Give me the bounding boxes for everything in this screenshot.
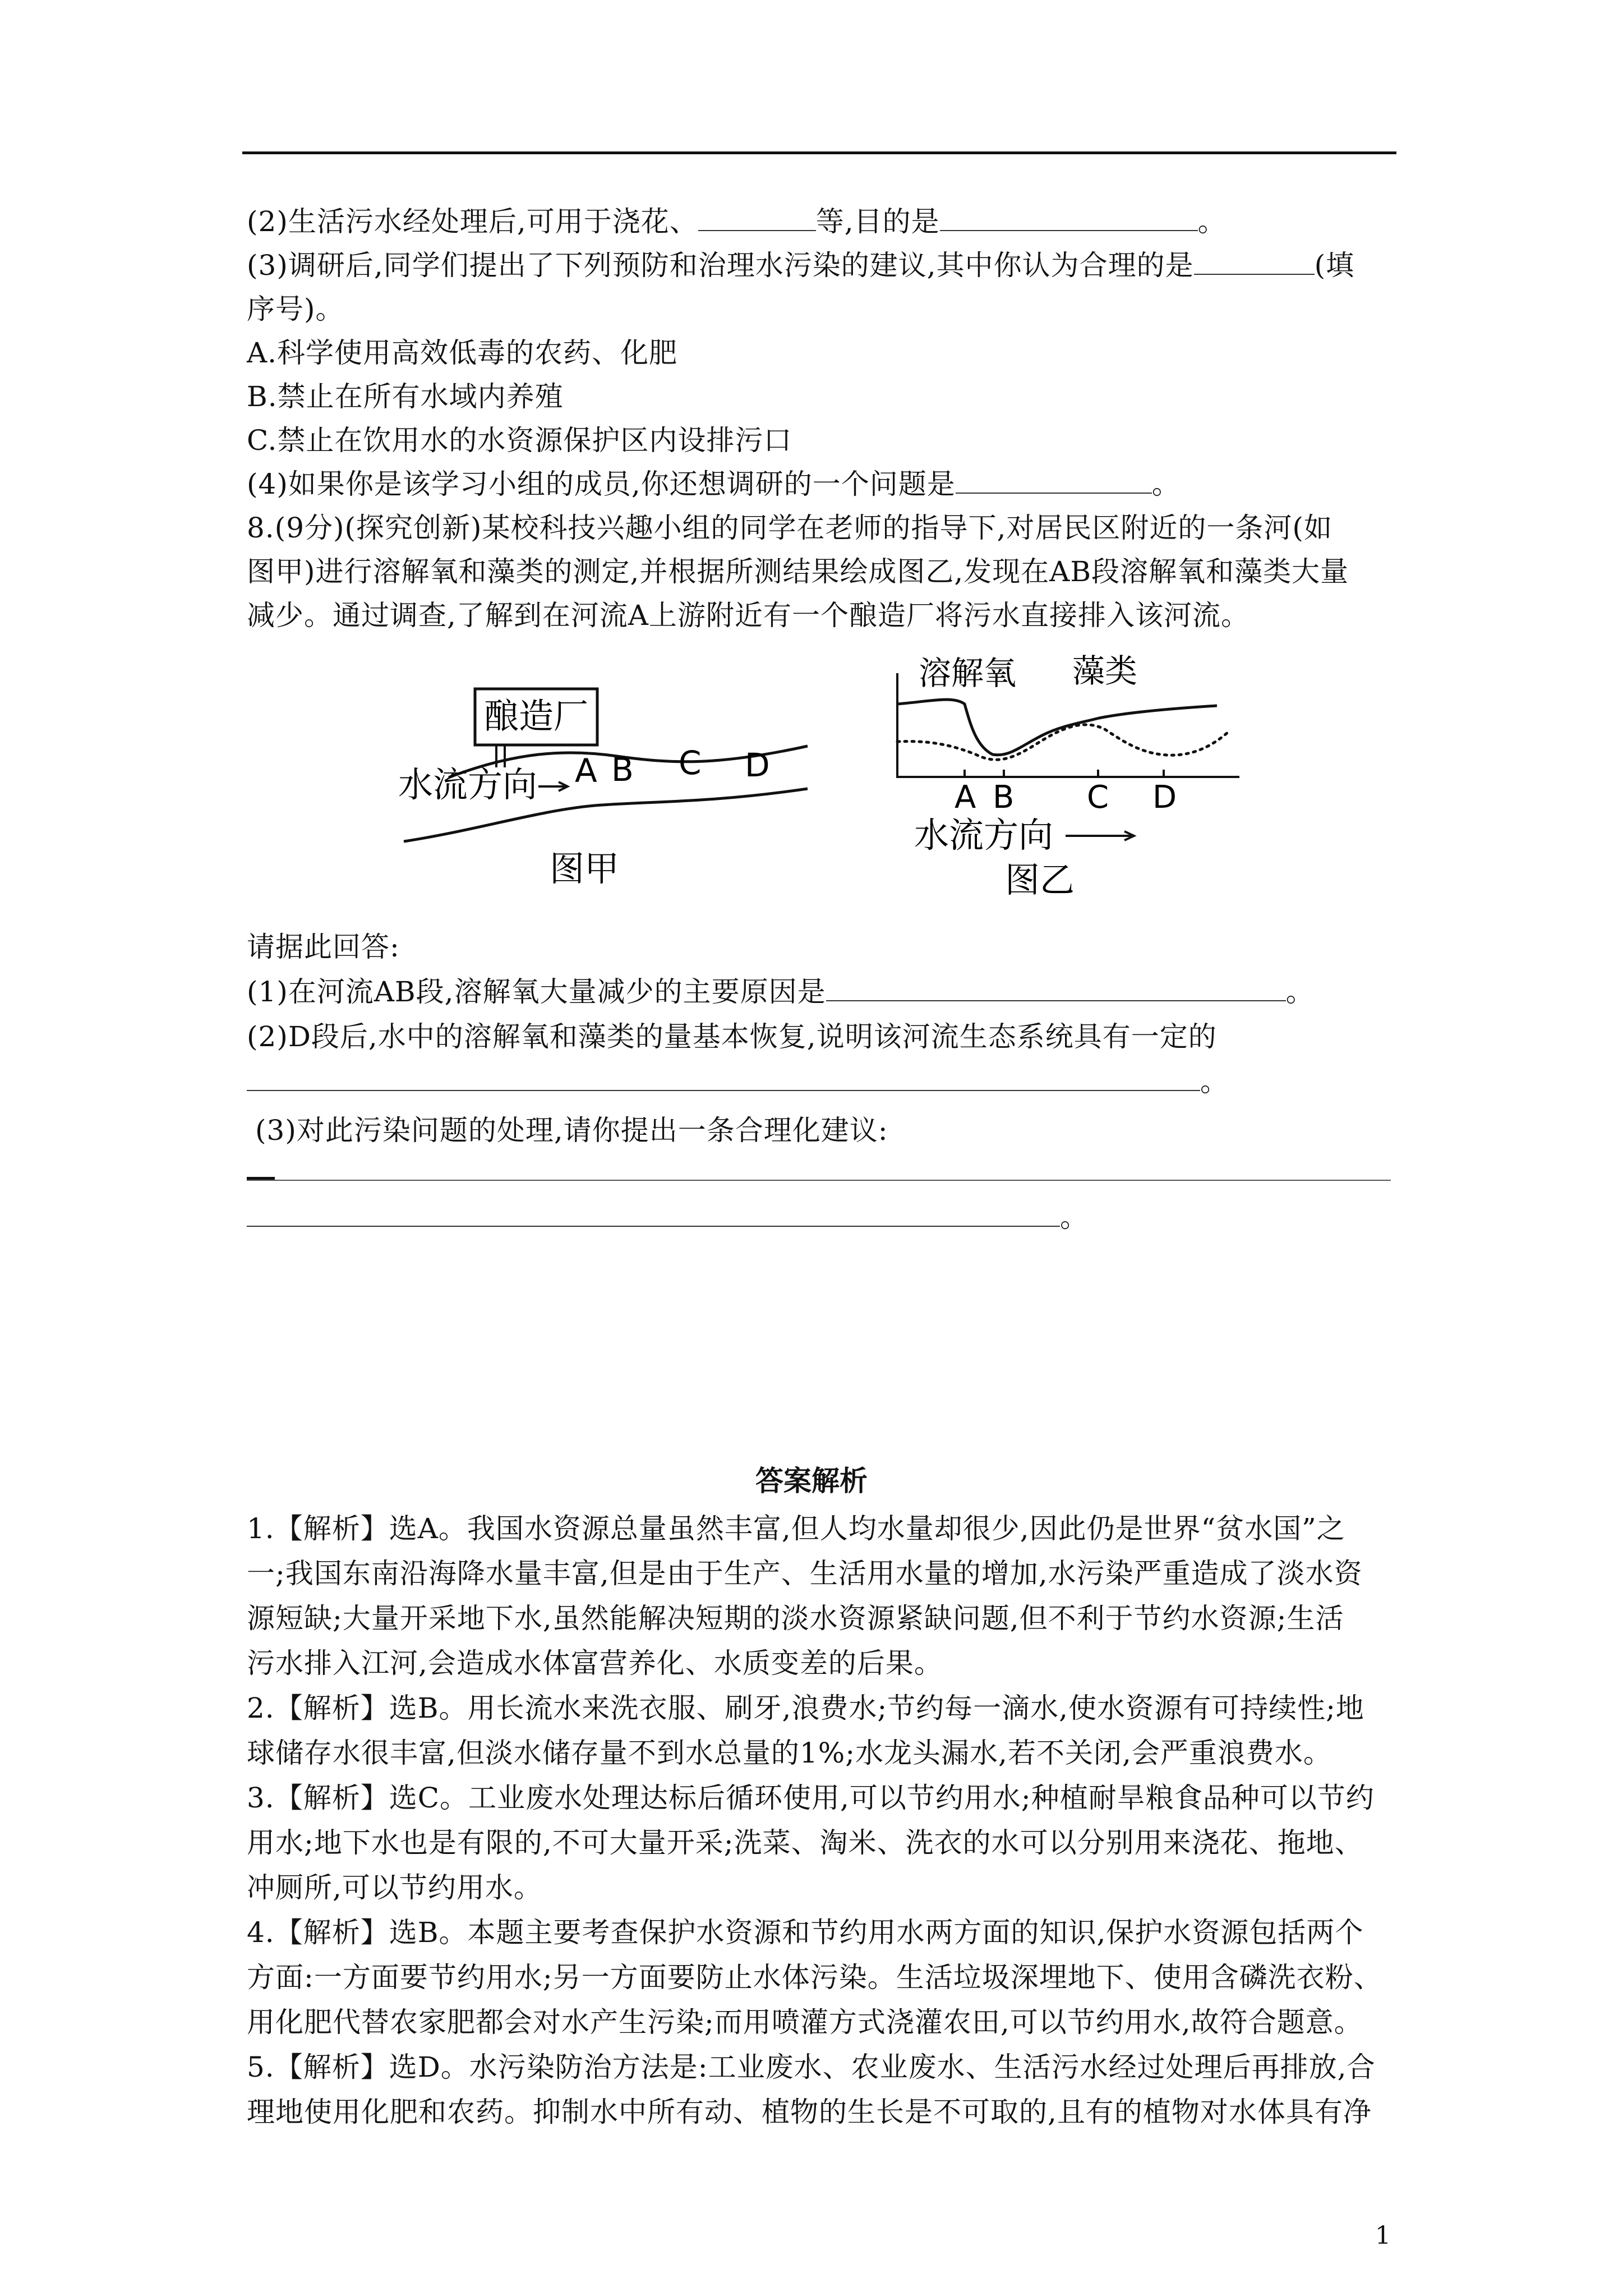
figure-river-map [381,656,830,903]
q8-part2-line2: 。 [247,1065,1229,1098]
point-d-tick: D [1152,779,1177,816]
figure-oxygen-algae-graph [880,639,1273,920]
q8-part2-line1: (2)D段后,水中的溶解氧和藻类的量基本恢复,说明该河流生态系统具有一定的 [247,1020,1217,1053]
answer-blank[interactable] [247,1201,1060,1227]
q7-part3-line1: (3)调研后,同学们提出了下列预防和治理水污染的建议,其中你认为合理的是 (填 [247,249,1355,282]
answer-line-text: 用水;地下水也是有限的,不可大量开采;洗菜、淘米、洗衣的水可以分别用来浇花、拖地、 [247,1826,1363,1859]
option-a: A.科学使用高效低毒的农药、化肥 [247,337,678,369]
answer-line-text: 用化肥代替农家肥都会对水产生污染;而用喷灌方式浇灌农田,可以节约用水,故符合题意。 [247,2006,1363,2039]
answer-line-text: 1.【解析】选A。我国水资源总量虽然丰富,但人均水量却很少,因此仍是世界“贫水国”之 [247,1512,1345,1545]
algae-curve [897,725,1228,760]
q8-intro-line: 减少。通过调查,了解到在河流A上游附近有一个酿造厂将污水直接排入该河流。 [247,599,1250,632]
oxygen-curve [897,700,1217,755]
answer-line-text: 2.【解析】选B。用长流水来洗衣服、刷牙,浪费水;节约每一滴水,使水资源有可持续性;地 [247,1692,1364,1724]
answer-line-text: 污水排入江河,会造成水体富营养化、水质变差的后果。 [247,1647,943,1680]
point-b-tick: B [993,779,1015,816]
answer-line-text: 冲厕所,可以节约用水。 [247,1871,542,1904]
q8-part3-line1: (3)对此污染问题的处理,请你提出一条合理化建议: [255,1114,888,1147]
point-a-label: A [575,752,597,790]
page-number: 1 [1375,2221,1391,2250]
answer-blank[interactable] [940,205,1198,231]
answer-line-text: 方面:一方面要节约用水;另一方面要防止水体污染。生活垃圾深埋地下、使用含磷洗衣粉、 [247,1961,1382,1994]
answer-line-text: 理地使用化肥和农药。抑制水中所有动、植物的生长是不可取的,且有的植物对水体具有净 [247,2096,1372,2128]
answer-blank[interactable] [247,1065,1200,1091]
point-b-label: B [611,751,634,789]
point-a-tick: A [955,779,976,816]
point-c-label: C [679,744,702,782]
q8-intro-line: 8.(9分)(探究创新)某校科技兴趣小组的同学在老师的指导下,对居民区附近的一条河(如 [247,512,1332,544]
q7-part2: (2)生活污水经处理后,可用于浇花、 等,目的是 。 [247,205,1227,238]
flow-label: 水流方向 [398,764,538,805]
answer-line-text: 一;我国东南沿海降水量丰富,但是由于生产、生活用水量的增加,水污染严重造成了淡水资 [247,1557,1363,1590]
answer-line[interactable] [247,1180,1391,1181]
answer-blank[interactable] [826,976,1286,1001]
figure-a-caption: 图甲 [550,848,620,889]
q8-prompt: 请据此回答: [247,931,400,963]
oxygen-label: 溶解氧 [919,654,1017,692]
answer-line-text: 球储存水很丰富,但淡水储存量不到水总量的1%;水龙头漏水,若不关闭,会严重浪费水。 [247,1737,1332,1769]
point-c-tick: C [1087,779,1109,816]
answers-heading: 答案解析 [755,1465,868,1497]
answer-blank[interactable] [1194,249,1315,275]
option-c: C.禁止在饮用水的水资源保护区内设排污口 [247,424,792,457]
q8-part3-line2: 。 [247,1200,1089,1234]
answer-blank[interactable] [956,468,1152,494]
flow-arrow [538,782,568,791]
header-rule [242,151,1396,154]
option-b: B.禁止在所有水域内养殖 [247,380,564,413]
answer-blank[interactable] [698,205,816,231]
q7-part3-line2: 序号)。 [247,293,344,325]
answer-line-text: 源短缺;大量开采地下水,虽然能解决短期的淡水资源紧缺问题,但不利于节约水资源;生活 [247,1602,1344,1635]
answer-line-text: 4.【解析】选B。本题主要考查保护水资源和节约用水两方面的知识,保护水资源包括两个 [247,1916,1364,1949]
q8-intro-line: 图甲)进行溶解氧和藻类的测定,并根据所测结果绘成图乙,发现在AB段溶解氧和藻类大量 [247,555,1349,588]
q7-part4: (4)如果你是该学习小组的成员,你还想调研的一个问题是 。 [247,468,1181,500]
flow-arrow [1066,831,1134,840]
factory-label: 酿造厂 [483,696,589,737]
point-d-label: D [745,746,770,784]
flow-label: 水流方向 [914,815,1054,855]
answer-line-text: 3.【解析】选C。工业废水处理达标后循环使用,可以节约用水;种植耐旱粮食品种可以节约 [247,1782,1375,1814]
answer-line-text: 5.【解析】选D。水污染防治方法是:工业废水、农业废水、生活污水经过处理后再排放,合 [247,2051,1376,2083]
answer-line-mark [247,1177,275,1180]
figure-b-caption: 图乙 [1005,859,1075,900]
algae-label: 藻类 [1072,652,1138,690]
q8-part1: (1)在河流AB段,溶解氧大量减少的主要原因是 。 [247,976,1315,1008]
